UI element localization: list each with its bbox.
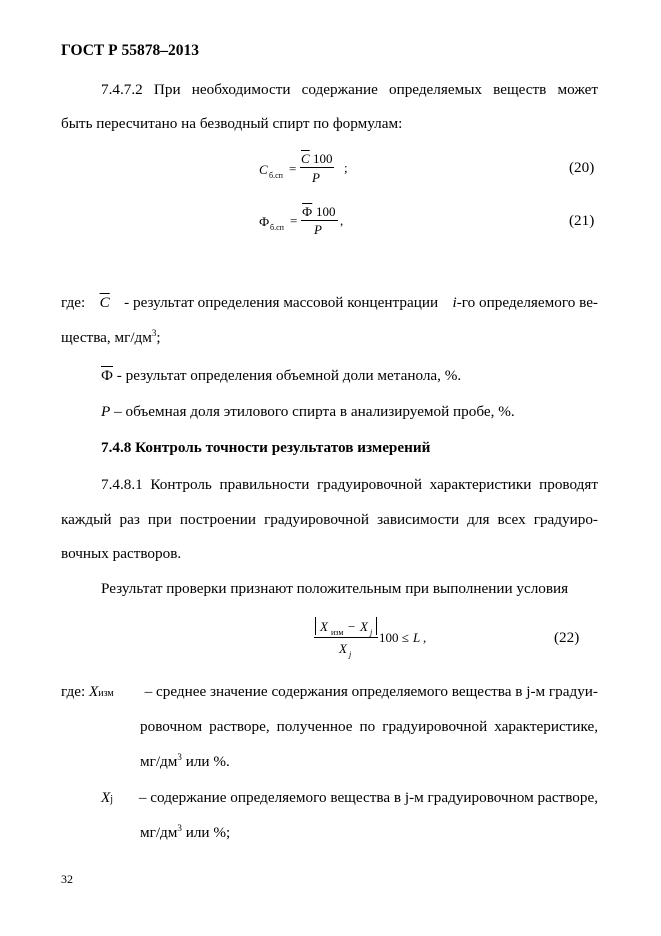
formula-var: X: [360, 619, 368, 634]
definition-line: [61, 330, 161, 345]
definition-text: мг/дм: [140, 824, 178, 841]
document-header: ГОСТ Р 55878–2013: [61, 42, 199, 59]
definition-line: [101, 368, 461, 383]
definition-text: – среднее значение содержания определяемого вещества в j-м градуи-: [144, 683, 598, 700]
formula-rest: 100 ≤: [379, 630, 409, 645]
definition-line: [101, 790, 598, 805]
symbol-p: P: [101, 403, 111, 420]
symbol-i: i: [452, 294, 457, 311]
formula-equals: =: [289, 161, 297, 176]
symbol-x: X: [101, 789, 111, 806]
definition-line: ровочном растворе, полученное по градуировочной характеристике,: [140, 718, 598, 735]
paragraph-line: быть пересчитано на безводный спирт по формулам:: [61, 115, 403, 132]
formula-lhs: C: [259, 162, 268, 177]
formula-l: L: [413, 630, 421, 645]
definition-text: – объемная доля этилового спирта в анализируемой пробе, %.: [114, 403, 515, 420]
formula-numerator-var: $\overline{C}$: [301, 151, 310, 166]
symbol-c-mean: $\overline{C}$: [99, 294, 110, 311]
formula-tail: ,: [340, 213, 344, 228]
paragraph-line: 7.4.7.2 При необходимости содержание определяемых веществ может: [101, 81, 598, 98]
where-label: где:: [61, 294, 86, 311]
formula-denominator: X: [339, 641, 347, 656]
definition-text: – содержание определяемого вещества в j-м градуировочном растворе,: [138, 789, 598, 806]
symbol-subscript: изм: [98, 688, 114, 699]
formula-tail: ;: [344, 160, 348, 175]
formula-var: X: [320, 619, 328, 634]
formula-lhs: Ф: [259, 214, 270, 229]
superscript: 3: [177, 752, 182, 762]
fraction-bar: [301, 220, 338, 221]
section-heading: 7.4.8 Контроль точности результатов измерений: [101, 439, 431, 456]
formula-number: (20): [569, 159, 595, 176]
definition-text: - результат определения объемной доли метанола, %.: [116, 367, 462, 384]
formula-tail: ,: [423, 630, 427, 645]
definition-text: или %;: [181, 824, 231, 841]
formula-denominator: P: [314, 222, 322, 237]
where-label: где:: [61, 683, 86, 700]
fraction-bar: [300, 167, 334, 168]
symbol-x: X: [88, 683, 99, 700]
page-number: 32: [61, 872, 73, 886]
definition-text: ;: [156, 329, 161, 346]
definition-line: [140, 754, 230, 769]
paragraph-line: 7.4.8.1 Контроль правильности градуировочной характеристики проводят: [101, 476, 598, 493]
formula-number: (22): [554, 629, 580, 646]
fraction-bar: [314, 637, 378, 638]
formula-lhs-subscript: б.сп: [269, 171, 283, 180]
definition-text: или %.: [181, 753, 230, 770]
paragraph-line: Результат проверки признают положительным при выполнении условия: [101, 580, 569, 597]
formula-subscript: j: [370, 628, 373, 637]
definition-text: щества, мг/дм: [61, 329, 152, 346]
formula-lhs-subscript: б.сп: [270, 223, 284, 232]
formula-denominator: P: [312, 170, 320, 185]
formula-equals: =: [290, 213, 298, 228]
paragraph-line: каждый раз при построении градуировочной зависимости для всех градуиро-: [61, 511, 598, 528]
formula-minus: −: [348, 619, 356, 634]
definition-line: [140, 825, 230, 840]
formula-number: (21): [569, 212, 595, 229]
definition-line: [61, 684, 598, 699]
definition-line: [101, 404, 515, 419]
definition-line: [61, 295, 598, 310]
symbol-subscript: j: [110, 794, 114, 805]
paragraph-line: вочных растворов.: [61, 545, 182, 562]
formula-numerator-const: 100: [313, 151, 333, 166]
definition-text: - результат определения массовой концентрации: [124, 294, 439, 311]
symbol-phi-mean: Ф: [101, 367, 113, 384]
formula-subscript: j: [349, 650, 352, 659]
definition-text: мг/дм: [140, 753, 178, 770]
abs-bar-right: [376, 617, 377, 635]
formula-numerator-var: Ф: [302, 204, 313, 219]
formula-subscript: изм: [331, 628, 344, 637]
formula-numerator-const: 100: [316, 204, 336, 219]
superscript: 3: [177, 823, 182, 833]
abs-bar-left: [315, 617, 316, 635]
definition-text: -го определяемого ве-: [456, 294, 598, 311]
superscript: 3: [151, 328, 157, 338]
